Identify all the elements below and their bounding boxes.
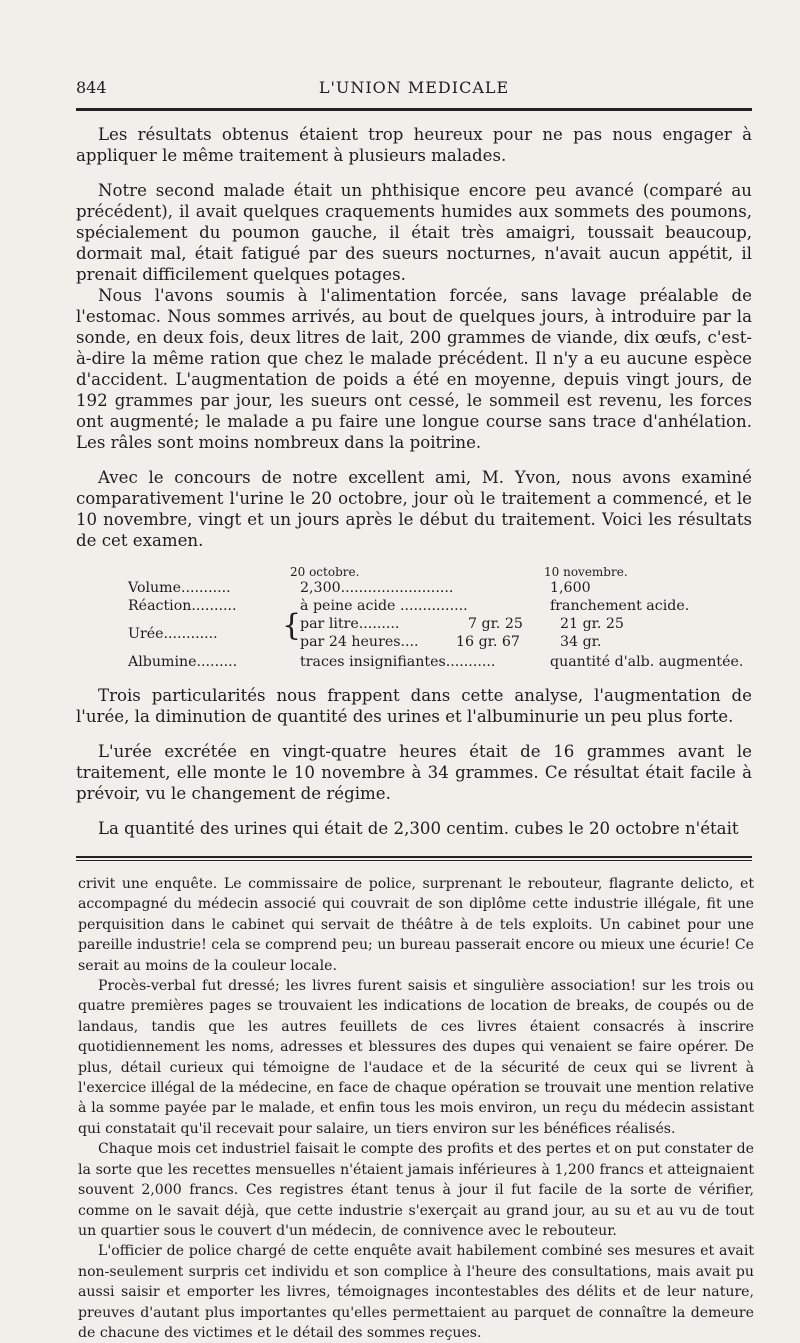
cell-oct-unit: par 24 heures.... — [300, 634, 419, 650]
table-row — [76, 579, 752, 597]
journal-title: L'UNION MEDICALE — [318, 78, 510, 97]
cell-nov: 21 gr. 25 — [560, 616, 624, 632]
row-label: Urée............ — [128, 626, 218, 642]
footnote-paragraph: crivit une enquête. Le commissaire de police, surprenant le rebouteur, flagrante delicto, et accompagné du médecin associé qui couvrait de son diplôme cette industrie illégale, fit une perquisition dans le cabinet qui servait de théâtre à de tels exploits. Un cabinet pour une pareille industrie! cela se comprend peu; un bureau passerait encore ou mieux une écurie! Ce serait au moins de la couleur locale. — [78, 876, 754, 974]
cell-oct-unit: par litre......... — [300, 616, 400, 632]
paragraph: Avec le concours de notre excellent ami, M. Yvon, nous avons examiné comparativement l'urine le 20 octobre, jour où le traitement a commencé, et le 10 novembre, vingt et un jours après le début du traitement. Voici les résultats de cet examen. — [76, 468, 752, 550]
footnote-paragraph: L'officier de police chargé de cette enquête avait habilement combiné ses mesures et avait non-seulement surpris cet individu et son complice à l'heure des consultations, mais avait pu aussi saisir et emporter les livres, témoignages incontestables des délits et de leur nature, preuves d'autant plus importantes qu'elles permettaient au parquet de connaître la demeure de chacune des victimes et le détail des sommes reçues. — [78, 1243, 754, 1341]
paragraph: Trois particularités nous frappent dans cette analyse, l'augmentation de l'urée, la diminution de quantité des urines et l'albuminurie un peu plus forte. — [76, 686, 752, 726]
page-number: 844 — [76, 78, 107, 97]
cell-oct: traces insignifiantes........... — [300, 654, 496, 670]
main-text — [76, 124, 752, 839]
footnote-paragraph: Chaque mois cet industriel faisait le compte des profits et des pertes et on put constater de la sorte que les recettes mensuelles n'étaient jamais inférieures à 1,200 francs et atteignaient souvent 2,000 francs. Ces registres étant tenus à jour il fut facile de la sorte de vérifier, comme on le savait déjà, que cette industrie s'exerçait au grand jour, au su et au vu de tout un quartier sous le couvert d'un médecin, de connivence avec le rebouteur. — [78, 1141, 754, 1239]
page-header — [76, 78, 752, 100]
cell-nov: 34 gr. — [560, 634, 602, 650]
row-label: Albumine......... — [128, 654, 238, 670]
paragraph: Les résultats obtenus étaient trop heureux pour ne pas nous engager à appliquer le même traitement à plusieurs malades. — [76, 125, 752, 165]
header-rule — [76, 108, 752, 111]
cell-oct: à peine acide ............... — [300, 598, 468, 614]
footnote-paragraph: Procès-verbal fut dressé; les livres furent saisis et singulière association! sur les trois ou quatre premières pages se trouvaient les indications de location de breaks, de coupés ou de landaus, tandis que les autres feuillets de ces livres étaient consacrés à inscrire quotidiennement les noms, adresses et blessures des dupes qui venaient se faire opérer. De plus, détail curieux qui témoigne de l'audace et de la sécurité de ceux qui se livrent à l'exercice illégal de la médecine, en face de chaque opération se trouvait une mention relative à la somme payée par le malade, et enfin tous les mois environ, un reçu du médecin assistant qui constatait qu'il recevait pour salaire, un tiers environ sur les bénéfices réalisés. — [78, 978, 754, 1137]
paragraph: Nous l'avons soumis à l'alimentation forcée, sans lavage préalable de l'estomac. Nous sommes arrivés, au bout de quelques jours, à introduire par la sonde, en deux fois, deux litres de lait, 200 grammes de viande, dix œufs, c'est-à-dire la même ration que chez le malade précédent. Il n'y a eu aucune espèce d'accident. L'augmentation de poids a été en moyenne, depuis vingt jours, de 192 grammes par jour, les sueurs ont cessé, le sommeil est revenu, les forces ont augmenté; le malade a pu faire une longue course sans trace d'anhélation. Les râles sont moins nombreux dans la poitrine. — [76, 286, 752, 452]
brace-glyph: { — [282, 608, 302, 643]
row-label: Volume........... — [128, 580, 231, 596]
column-header-date2: 10 novembre. — [544, 565, 628, 579]
paragraph: Notre second malade était un phthisique encore peu avancé (comparé au précédent), il avait quelques craquements humides aux sommets des poumons, spécialement du poumon gauche, il était très amaigri, toussait beaucoup, dormait mal, était fatigué par des sueurs nocturnes, n'avait aucun appétit, il prenait difficilement quelques potages. — [76, 181, 752, 284]
cell-nov: franchement acide. — [550, 598, 690, 614]
paragraph: La quantité des urines qui était de 2,300 centim. cubes le 20 octobre n'était — [98, 819, 739, 838]
table-row — [76, 653, 752, 671]
table-row — [76, 597, 752, 615]
urine-analysis-table — [76, 563, 752, 675]
table-row — [76, 633, 752, 651]
footnote-text — [78, 874, 754, 1343]
cell-oct: 7 gr. 25 — [468, 616, 523, 632]
cell-nov: quantité d'alb. augmentée. — [550, 654, 744, 670]
row-label: Réaction.......... — [128, 598, 237, 614]
paragraph: L'urée excrétée en vingt-quatre heures était de 16 grammes avant le traitement, elle monte le 10 novembre à 34 grammes. Ce résultat était facile à prévoir, vu le changement de régime. — [76, 742, 752, 803]
cell-oct: 16 gr. 67 — [456, 634, 520, 650]
cell-nov: 1,600 — [550, 580, 591, 596]
cell-oct: 2,300......................... — [300, 580, 454, 596]
footnote-rule — [76, 856, 752, 861]
column-header-date1: 20 octobre. — [290, 565, 360, 579]
